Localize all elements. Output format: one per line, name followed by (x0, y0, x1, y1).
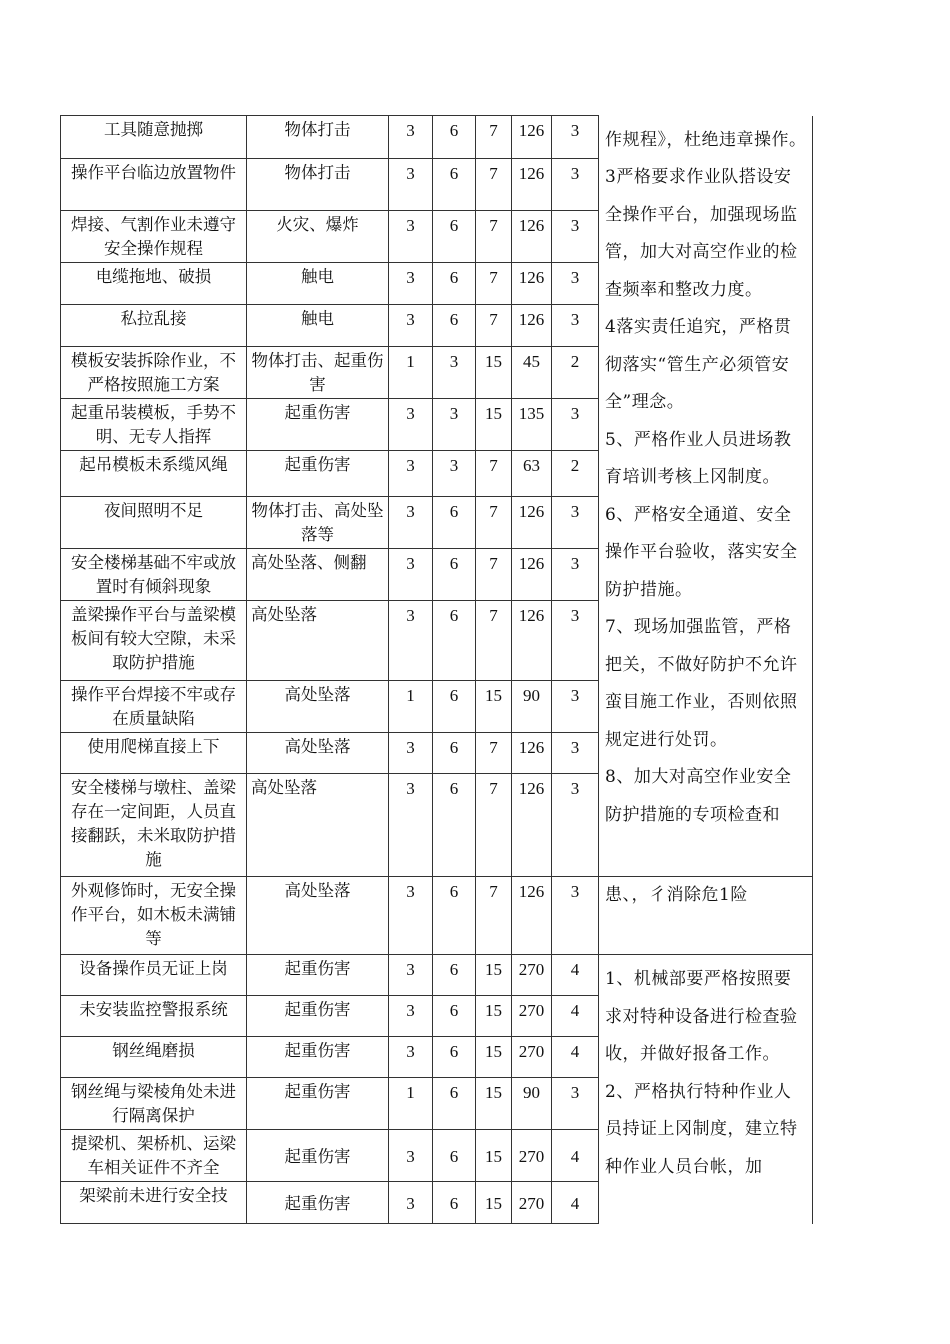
measure-paragraph: 1、机械部要严格按照要求对特种设备进行检查验收，并做好报备工作。 (605, 969, 798, 1064)
likelihood-cell: 3 (389, 263, 433, 305)
likelihood-cell: 3 (389, 211, 433, 263)
consequence-severity-cell: 15 (476, 1078, 512, 1130)
table-body (61, 116, 813, 1224)
control-measures-cell: 患、，彳消除危1险 (599, 877, 813, 955)
hazard-cell: 提梁机、架桥机、运梁车相关证件不齐全 (61, 1130, 247, 1182)
consequence-severity-cell: 7 (476, 549, 512, 601)
consequence-cell: 起重伤害 (247, 1130, 389, 1182)
risk-level-cell: 3 (552, 1078, 599, 1130)
consequence-cell: 触电 (247, 305, 389, 347)
exposure-cell: 6 (433, 996, 476, 1037)
consequence-cell: 高处坠落 (247, 601, 389, 681)
consequence-severity-cell: 15 (476, 996, 512, 1037)
consequence-cell: 高处坠落 (247, 733, 389, 774)
exposure-cell: 3 (433, 347, 476, 399)
hazard-cell: 外观修饰时，无安全操作平台，如木板未满铺等 (61, 877, 247, 955)
risk-value-cell: 126 (512, 601, 552, 681)
risk-level-cell: 4 (552, 1037, 599, 1078)
risk-value-cell: 270 (512, 1037, 552, 1078)
measure-paragraph: 8、加大对高空作业安全防护措施的专项检查和 (605, 767, 792, 825)
risk-level-cell: 3 (552, 159, 599, 211)
risk-value-cell: 90 (512, 1078, 552, 1130)
likelihood-cell: 3 (389, 549, 433, 601)
measure-paragraph: 7、现场加强监管，严格把关，不做好防护不允许蛮目施工作业，否则依照规定进行处罚。 (605, 617, 798, 750)
measure-paragraph: 6、严格安全通道、安全操作平台验收，落实安全防护措施。 (605, 504, 798, 600)
likelihood-cell: 3 (389, 733, 433, 774)
hazard-cell: 设备操作员无证上岗 (61, 955, 247, 996)
risk-value-cell: 126 (512, 211, 552, 263)
risk-value-cell: 126 (512, 305, 552, 347)
risk-level-cell: 3 (552, 399, 599, 451)
exposure-cell: 6 (433, 497, 476, 549)
risk-level-cell: 3 (552, 549, 599, 601)
consequence-cell: 起重伤害 (247, 399, 389, 451)
risk-value-cell: 270 (512, 1182, 552, 1224)
hazard-cell: 电缆拖地、破损 (61, 263, 247, 305)
risk-level-cell: 3 (552, 116, 599, 159)
hazard-cell: 模板安装拆除作业，不严格按照施工方案 (61, 347, 247, 399)
consequence-severity-cell: 15 (476, 1130, 512, 1182)
hazard-cell: 盖梁操作平台与盖梁模板间有较大空隙，未采取防护措施 (61, 601, 247, 681)
consequence-cell: 起重伤害 (247, 955, 389, 996)
consequence-severity-cell: 7 (476, 451, 512, 497)
likelihood-cell: 3 (389, 1182, 433, 1224)
consequence-cell: 起重伤害 (247, 1182, 389, 1224)
risk-value-cell: 126 (512, 116, 552, 159)
exposure-cell: 6 (433, 116, 476, 159)
risk-level-cell: 2 (552, 347, 599, 399)
table-row (61, 116, 813, 159)
measure-paragraph: 2、严格执行特种作业人员持证上冈制度，建立特种作业人员台帐，加 (605, 1081, 798, 1177)
likelihood-cell: 3 (389, 399, 433, 451)
exposure-cell: 6 (433, 211, 476, 263)
consequence-severity-cell: 15 (476, 955, 512, 996)
exposure-cell: 6 (433, 305, 476, 347)
hazard-cell: 工具随意抛掷 (61, 116, 247, 159)
likelihood-cell: 1 (389, 1078, 433, 1130)
exposure-cell: 6 (433, 1078, 476, 1130)
hazard-cell: 安全楼梯与墩柱、盖梁存在一定间距，人员直接翻跃，未米取防护措施 (61, 774, 247, 877)
risk-value-cell: 270 (512, 996, 552, 1037)
exposure-cell: 6 (433, 549, 476, 601)
consequence-severity-cell: 7 (476, 497, 512, 549)
risk-level-cell: 3 (552, 733, 599, 774)
exposure-cell: 3 (433, 451, 476, 497)
consequence-cell: 起重伤害 (247, 451, 389, 497)
risk-level-cell: 4 (552, 996, 599, 1037)
consequence-severity-cell: 7 (476, 733, 512, 774)
consequence-cell: 触电 (247, 263, 389, 305)
consequence-severity-cell: 15 (476, 347, 512, 399)
exposure-cell: 3 (433, 399, 476, 451)
consequence-severity-cell: 7 (476, 159, 512, 211)
risk-level-cell: 3 (552, 211, 599, 263)
consequence-cell: 起重伤害 (247, 996, 389, 1037)
exposure-cell: 6 (433, 877, 476, 955)
consequence-severity-cell: 15 (476, 681, 512, 733)
risk-level-cell: 4 (552, 1130, 599, 1182)
hazard-cell: 私拉乱接 (61, 305, 247, 347)
risk-value-cell: 126 (512, 159, 552, 211)
risk-value-cell: 135 (512, 399, 552, 451)
risk-value-cell: 126 (512, 497, 552, 549)
likelihood-cell: 3 (389, 877, 433, 955)
consequence-severity-cell: 7 (476, 263, 512, 305)
likelihood-cell: 3 (389, 116, 433, 159)
hazard-cell: 夜间照明不足 (61, 497, 247, 549)
risk-value-cell: 126 (512, 877, 552, 955)
hazard-cell: 钢丝绳磨损 (61, 1037, 247, 1078)
consequence-cell: 物体打击、高处坠落等 (247, 497, 389, 549)
consequence-cell: 起重伤害 (247, 1037, 389, 1078)
risk-value-cell: 45 (512, 347, 552, 399)
likelihood-cell: 3 (389, 601, 433, 681)
exposure-cell: 6 (433, 263, 476, 305)
consequence-severity-cell: 7 (476, 774, 512, 877)
table-row (61, 955, 813, 996)
consequence-cell: 物体打击、起重伤害 (247, 347, 389, 399)
likelihood-cell: 3 (389, 305, 433, 347)
consequence-cell: 高处坠落、侧翻 (247, 549, 389, 601)
exposure-cell: 6 (433, 681, 476, 733)
exposure-cell: 6 (433, 1037, 476, 1078)
risk-level-cell: 4 (552, 1182, 599, 1224)
consequence-cell: 起重伤害 (247, 1078, 389, 1130)
hazard-cell: 架梁前未进行安全技 (61, 1182, 247, 1224)
risk-level-cell: 3 (552, 774, 599, 877)
measure-paragraph: 4落实责任追究，严格贯彻落实“管生产必须管安全”理念。 (605, 317, 792, 412)
risk-level-cell: 4 (552, 955, 599, 996)
measure-paragraph: 5、严格作业人员进场教育培训考核上冈制度。 (605, 429, 792, 487)
measure-paragraph: 作规程》，杜绝违章操作。3严格要求作业队搭设安全操作平台，加强现场监管，加大对高空作业的检查频率和整改力度。 (605, 129, 807, 300)
risk-value-cell: 126 (512, 263, 552, 305)
consequence-severity-cell: 15 (476, 399, 512, 451)
exposure-cell: 6 (433, 159, 476, 211)
likelihood-cell: 3 (389, 159, 433, 211)
risk-value-cell: 270 (512, 1130, 552, 1182)
risk-value-cell: 126 (512, 733, 552, 774)
hazard-cell: 起重吊装模板，手势不明、无专人指挥 (61, 399, 247, 451)
hazard-cell: 使用爬梯直接上下 (61, 733, 247, 774)
likelihood-cell: 3 (389, 774, 433, 877)
hazard-cell: 焊接、气割作业未遵守安全操作规程 (61, 211, 247, 263)
risk-value-cell: 126 (512, 774, 552, 877)
risk-level-cell: 3 (552, 877, 599, 955)
hazard-cell: 操作平台焊接不牢或存在质量缺陷 (61, 681, 247, 733)
likelihood-cell: 3 (389, 1037, 433, 1078)
consequence-severity-cell: 7 (476, 305, 512, 347)
likelihood-cell: 1 (389, 681, 433, 733)
risk-level-cell: 3 (552, 263, 599, 305)
likelihood-cell: 3 (389, 955, 433, 996)
consequence-severity-cell: 7 (476, 116, 512, 159)
hazard-cell: 操作平台临边放置物件 (61, 159, 247, 211)
risk-level-cell: 3 (552, 497, 599, 549)
risk-value-cell: 90 (512, 681, 552, 733)
exposure-cell: 6 (433, 733, 476, 774)
risk-level-cell: 2 (552, 451, 599, 497)
hazard-cell: 起吊模板未系缆风绳 (61, 451, 247, 497)
exposure-cell: 6 (433, 1130, 476, 1182)
consequence-severity-cell: 15 (476, 1182, 512, 1224)
table-row (61, 877, 813, 955)
risk-level-cell: 3 (552, 601, 599, 681)
consequence-cell: 高处坠落 (247, 774, 389, 877)
likelihood-cell: 3 (389, 451, 433, 497)
hazard-cell: 未安装监控警报系统 (61, 996, 247, 1037)
exposure-cell: 6 (433, 774, 476, 877)
likelihood-cell: 3 (389, 1130, 433, 1182)
consequence-severity-cell: 7 (476, 601, 512, 681)
exposure-cell: 6 (433, 601, 476, 681)
control-measures-cell (599, 955, 813, 1224)
consequence-cell: 火灾、爆炸 (247, 211, 389, 263)
consequence-severity-cell: 7 (476, 877, 512, 955)
risk-value-cell: 63 (512, 451, 552, 497)
risk-level-cell: 3 (552, 305, 599, 347)
hazard-cell: 安全楼梯基础不牢或放置时有倾斜现象 (61, 549, 247, 601)
exposure-cell: 6 (433, 955, 476, 996)
risk-value-cell: 270 (512, 955, 552, 996)
likelihood-cell: 3 (389, 996, 433, 1037)
consequence-severity-cell: 7 (476, 211, 512, 263)
hazard-cell: 钢丝绳与梁棱角处未进行隔离保护 (61, 1078, 247, 1130)
control-measures-cell (599, 116, 813, 877)
consequence-cell: 物体打击 (247, 116, 389, 159)
consequence-cell: 高处坠落 (247, 877, 389, 955)
likelihood-cell: 1 (389, 347, 433, 399)
exposure-cell: 6 (433, 1182, 476, 1224)
consequence-cell: 高处坠落 (247, 681, 389, 733)
risk-level-cell: 3 (552, 681, 599, 733)
risk-value-cell: 126 (512, 549, 552, 601)
consequence-cell: 物体打击 (247, 159, 389, 211)
likelihood-cell: 3 (389, 497, 433, 549)
risk-assessment-table (60, 115, 813, 1224)
consequence-severity-cell: 15 (476, 1037, 512, 1078)
